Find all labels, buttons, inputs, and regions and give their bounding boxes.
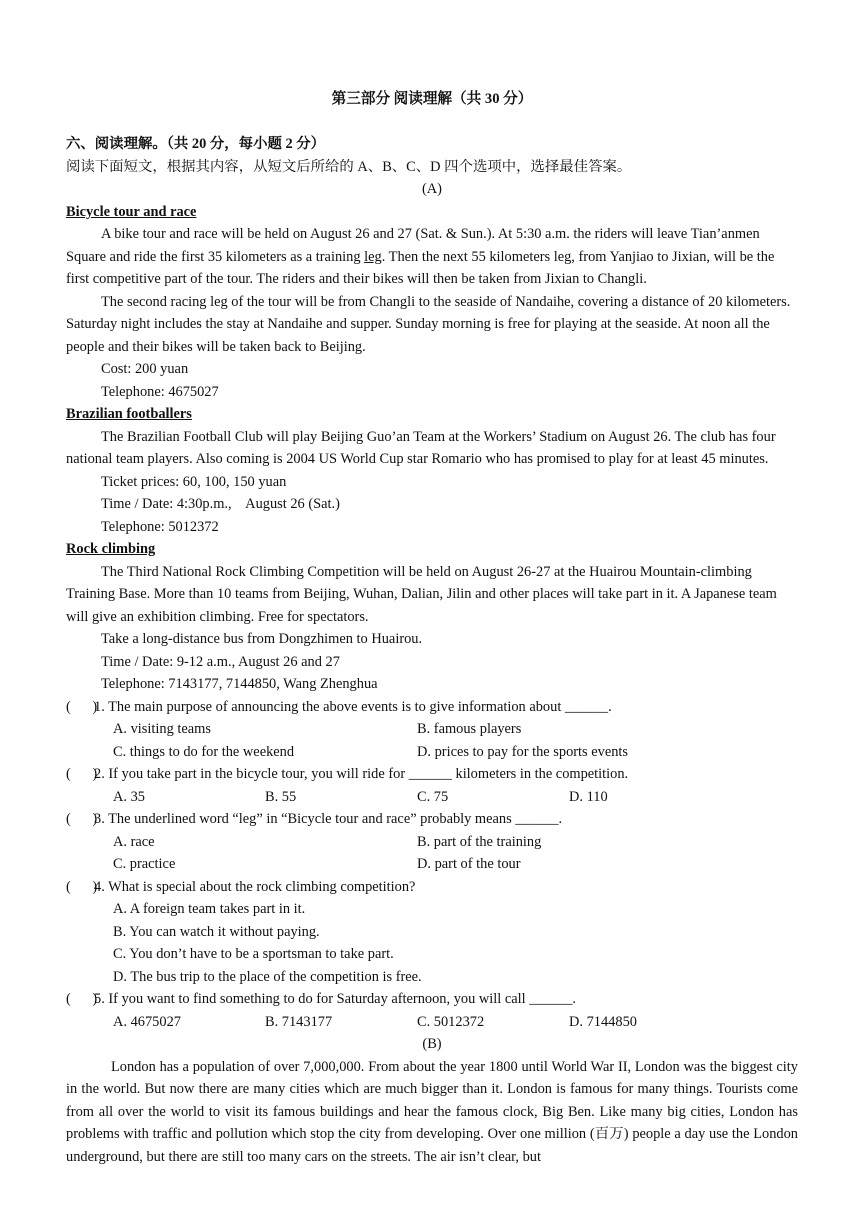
option[interactable]: C. things to do for the weekend xyxy=(113,743,295,760)
bicycle-paragraph-1 xyxy=(66,223,798,291)
option[interactable]: B. part of the training xyxy=(417,833,542,850)
bicycle-heading: Bicycle tour and race xyxy=(66,203,197,220)
climbing-bus: Take a long-distance bus from Dongzhimen to Huairou. xyxy=(101,631,423,647)
london-paragraph: London has a population of over 7,000,000. From about the year 1800 until World War II, London was the biggest city in the world. But now there are many cities which are much bigger than it. London is famous for many things. Tourists come from all over the world to visit its famous buildings and hear the famous clock, Big Ben. Like many big cities, London has problems with traffic and pollution which stop the city from developing. Over one million (百万) people a day use the London underground, but there are still too many cars on the streets. The air isn’t clear, but xyxy=(66,1058,798,1165)
option[interactable]: C. You don’t have to be a sportsman to take part. xyxy=(113,946,394,962)
question-text: 1. The main purpose of announcing the above events is to give information about ______. xyxy=(94,698,612,715)
answer-blank[interactable]: ( ) xyxy=(66,811,98,827)
football-tickets: Ticket prices: 60, 100, 150 yuan xyxy=(101,473,287,490)
question-4 xyxy=(66,876,798,899)
instructions: 阅读下面短文，根据其内容，从短文后所给的 A、B、C、D 四个选项中，选择最佳答案。 xyxy=(66,158,632,175)
question-2-options xyxy=(66,786,798,809)
answer-blank[interactable]: ( ) xyxy=(66,698,98,715)
climbing-paragraph: The Third National Rock Climbing Competition will be held on August 26-27 at the Huairou Mountain-climbing Training Base. More than 10 teams from Beijing, Wuhan, Dalian, Jilin and other places will take part in it. A Japanese team will give an exhibition climbing. Free for spectators. xyxy=(66,563,777,625)
question-3-options-row-2 xyxy=(66,853,798,876)
option[interactable]: D. prices to pay for the sports events xyxy=(417,743,629,760)
question-5-options xyxy=(66,1011,798,1034)
option[interactable]: D. part of the tour xyxy=(417,856,521,872)
question-text: 3. The underlined word “leg” in “Bicycle tour and race” probably means ______. xyxy=(94,811,563,827)
climbing-heading: Rock climbing xyxy=(66,541,156,557)
question-3 xyxy=(66,808,798,831)
football-telephone: Telephone: 5012372 xyxy=(101,518,219,535)
passage-a-label: (A) xyxy=(422,181,442,197)
question-2 xyxy=(66,763,798,786)
question-text: 4. What is special about the rock climbing competition? xyxy=(94,878,416,895)
underlined-word-leg: leg xyxy=(364,248,382,265)
option[interactable]: C. practice xyxy=(113,856,176,872)
bicycle-cost: Cost: 200 yuan xyxy=(101,361,189,377)
football-paragraph: The Brazilian Football Club will play Beijing Guo’an Team at the Workers’ Stadium on August 26. The club has four national team players. Also coming is 2004 US World Cup star Romario who has promised to play for at least 45 minutes. xyxy=(66,428,776,467)
option[interactable]: C. 5012372 xyxy=(417,1013,485,1030)
option[interactable]: A. A foreign team takes part in it. xyxy=(113,901,306,917)
option[interactable]: D. 7144850 xyxy=(569,1013,637,1030)
question-5 xyxy=(66,988,798,1011)
passage-b-label: (B) xyxy=(422,1036,442,1052)
section-title: 第三部分 阅读理解（共 30 分） xyxy=(331,91,533,107)
question-1-options-row-1 xyxy=(66,718,798,741)
question-text: 5. If you want to find something to do for Saturday afternoon, you will call ______. xyxy=(94,991,577,1007)
option[interactable]: B. You can watch it without paying. xyxy=(113,923,320,940)
climbing-time: Time / Date: 9-12 a.m., August 26 and 27 xyxy=(101,653,340,670)
bicycle-telephone: Telephone: 4675027 xyxy=(101,383,219,400)
answer-blank[interactable]: ( ) xyxy=(66,766,98,782)
option[interactable]: A. 4675027 xyxy=(113,1013,181,1030)
option[interactable]: A. visiting teams xyxy=(113,721,211,737)
bicycle-paragraph-2: The second racing leg of the tour will be from Changli to the seaside of Nandaihe, covering a distance of 20 kilometers. Saturday night includes the stay at Nandaihe and supper. Sunday morning is free for playing at the seaside. At noon all the people and their bikes will be taken back to Beijing. xyxy=(66,293,791,355)
football-time: Time / Date: 4:30p.m., August 26 (Sat.) xyxy=(101,496,340,512)
answer-blank[interactable]: ( ) xyxy=(66,878,98,895)
answer-blank[interactable]: ( ) xyxy=(66,991,98,1007)
option[interactable]: A. 35 xyxy=(113,788,145,805)
spacer xyxy=(66,111,798,134)
exam-page xyxy=(66,88,798,1168)
part-heading: 六、阅读理解。（共 20 分，每小题 2 分） xyxy=(66,136,326,152)
bicycle-p1-after: . Then the next 55 kilometers leg, from Yanjiao to Jixian, will be the first competitive part of the tour. The riders and their bikes will then be taken from Jixian to Changli. xyxy=(66,248,775,287)
option[interactable]: D. The bus trip to the place of the competition is free. xyxy=(113,968,422,985)
option[interactable]: A. race xyxy=(113,833,155,850)
football-heading: Brazilian footballers xyxy=(66,406,192,422)
option[interactable]: B. famous players xyxy=(417,721,522,737)
option[interactable]: D. 110 xyxy=(569,788,608,805)
option[interactable]: C. 75 xyxy=(417,788,449,805)
option[interactable]: B. 7143177 xyxy=(265,1013,333,1030)
climbing-telephone: Telephone: 7143177, 7144850, Wang Zhenghua xyxy=(101,676,378,692)
question-3-options-row-1 xyxy=(66,831,798,854)
option[interactable]: B. 55 xyxy=(265,788,297,805)
question-text: 2. If you take part in the bicycle tour, you will ride for ______ kilometers in the competition. xyxy=(94,766,629,782)
question-1-options-row-2 xyxy=(66,741,798,764)
question-1 xyxy=(66,696,798,719)
bicycle-p1-before: A bike tour and race will be held on August 26 and 27 (Sat. & Sun.). At 5:30 a.m. the riders will leave Tian’anmen Square and ride the first 35 kilometers as a training xyxy=(66,226,760,265)
